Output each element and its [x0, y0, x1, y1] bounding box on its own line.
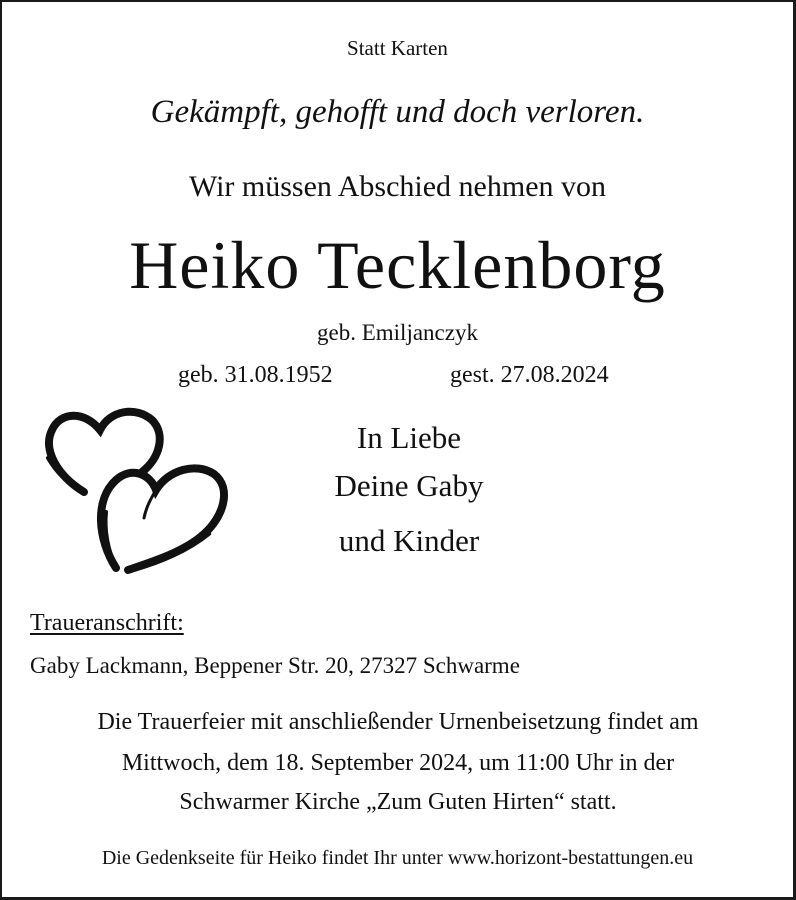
mourner-line-1: In Liebe — [356, 420, 462, 455]
mourner-line-3: und Kinder — [338, 523, 480, 558]
ceremony-line-2: Mittwoch, dem 18. September 2024, um 11:00 Uhr in der — [121, 750, 675, 776]
birth-name: geb. Emiljanczyk — [317, 320, 478, 345]
two-hearts-icon — [38, 400, 234, 576]
motto-text: Gekämpft, gehofft und doch verloren. — [150, 94, 645, 130]
ceremony-line-1: Die Trauerfeier mit anschließender Urnenbeisetzung findet am — [97, 709, 699, 735]
address-label: Traueranschrift: — [30, 610, 184, 636]
header-text: Statt Karten — [347, 36, 448, 60]
mourner-line-2: Deine Gaby — [334, 468, 484, 503]
intro-text: Wir müssen Abschied nehmen von — [188, 170, 607, 203]
birth-date: geb. 31.08.1952 — [178, 362, 333, 388]
address-value: Gaby Lackmann, Beppener Str. 20, 27327 Schwarme — [30, 653, 520, 678]
memorial-page-footer: Die Gedenkseite für Heiko findet Ihr unter www.horizont-bestattungen.eu — [101, 847, 694, 869]
deceased-name: Heiko Tecklenborg — [129, 227, 666, 303]
death-date: gest. 27.08.2024 — [450, 362, 609, 388]
ceremony-line-3: Schwarmer Kirche „Zum Guten Hirten“ statt. — [179, 789, 617, 815]
